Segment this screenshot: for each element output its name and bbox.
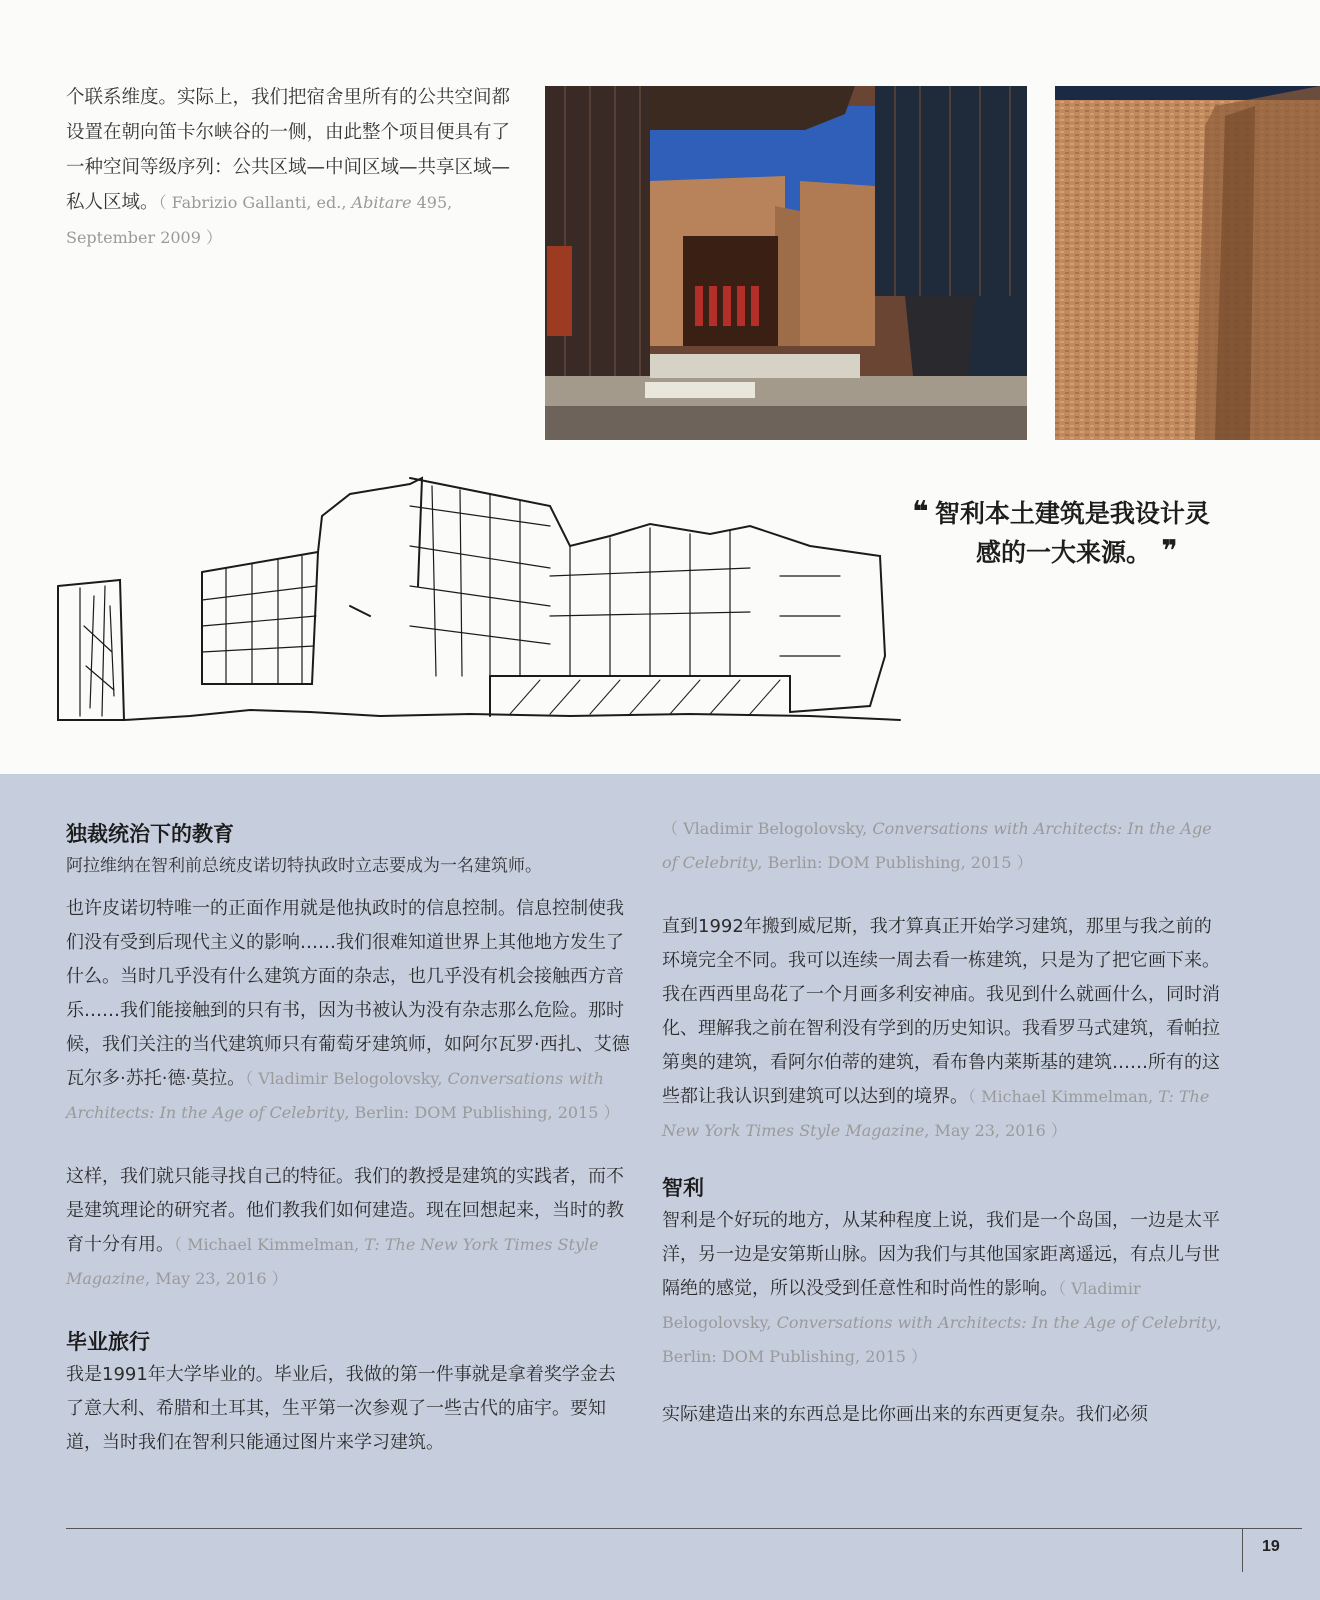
pull-quote-line-2: 感的一大来源。 [976,538,1152,567]
quote-paragraph: 智利是个好玩的地方，从某种程度上说，我们是一个岛国，一边是太平洋，另一边是安第斯山脉。因为我们与其他国家距离遥远，有点儿与世隔绝的感觉，所以没受到任意性和时尚性的影响。（ Vladimir Belogolovsky, Conversations with Architects: In the Age of Celebrity, Berlin: DOM Publishing, 2015 ） [662,1210,1222,1366]
quote-paragraph: 我是1991年大学毕业的。毕业后，我做的第一件事就是拿着奖学金去了意大利、希腊和土耳其，生平第一次参观了一些古代的庙宇。要知道，当时我们在智利只能通过图片来学习建筑。 [66,1364,616,1453]
citation: （ Vladimir Belogolovsky, Conversations with Architects: In the Age of Celebrity, Berlin: DOM Publishing, 2015 ） [662,819,1212,872]
section-heading: 毕业旅行 [66,1330,150,1354]
footer-rule [66,1528,1302,1529]
intro-text: 个联系维度。实际上，我们把宿舍里所有的公共空间都设置在朝向笛卡尔峡谷的一侧，由此整个项目便具有了一种空间等级序列：公共区域—中间区域—共享区域—私人区域。 [66,87,511,213]
section-heading: 智利 [662,1176,704,1200]
interview-panel [0,774,1320,1600]
pull-quote-line-1: 智利本土建筑是我设计灵 [934,499,1210,528]
pull-quote [912,494,1312,572]
citation: （ Vladimir Belogolovsky, Conversations with Architects: In the Age of Celebrity, Berlin: DOM Publishing, 2015 ） [66,1069,620,1122]
citation: （ Michael Kimmelman, T: The New York Times Style Magazine, May 23, 2016 ） [66,1235,599,1288]
quote-paragraph: 也许皮诺切特唯一的正面作用就是他执政时的信息控制。信息控制使我们没有受到后现代主义的影响……我们很难知道世界上其他地方发生了什么。当时几乎没有什么建筑方面的杂志，也几乎没有机会接触西方音乐……我们能接触到的只有书，因为书被认为没有杂志那么危险。那时候，我们关注的当代建筑师只有葡萄牙建筑师，如阿尔瓦罗·西扎、艾德瓦尔多·苏托·德·莫拉。（ Vladimir Belogolovsky, Conversations with Architects: In the Age of Celebrity, Berlin: DOM Publishing, 2015 ） [66,898,630,1122]
close-quote-mark: ❜❜ [1161,534,1174,569]
section-subtitle: 阿拉维纳在智利前总统皮诺切特执政时立志要成为一名建筑师。 [66,856,542,876]
quote-paragraph: 实际建造出来的东西总是比你画出来的东西更复杂。我们必须 [662,1404,1148,1425]
right-column [662,812,1227,1432]
intro-paragraph [66,80,526,255]
quote-paragraph: 这样，我们就只能寻找自己的特征。我们的教授是建筑的实践者，而不是建筑理论的研究者。他们教我们如何建造。现在回想起来，当时的教育十分有用。（ Michael Kimmelman, T: The New York Times Style Magazine, May 23, 2016 ） [66,1166,624,1288]
citation: （ Michael Kimmelman, T: The New York Times Style Magazine, May 23, 2016 ） [662,1087,1210,1140]
page-number: 19 [1262,1538,1280,1555]
brick-facade-photo [1055,86,1320,440]
building-courtyard-photo [545,86,1027,440]
quote-paragraph: 直到1992年搬到威尼斯，我才算真正开始学习建筑，那里与我之前的环境完全不同。我可以连续一周去看一栋建筑，只是为了把它画下来。我在西西里岛花了一个月画多利安神庙。我见到什么就画什么，同时消化、理解我之前在智利没有学到的历史知识。我看罗马式建筑，看帕拉第奥的建筑，看阿尔伯蒂的建筑，看布鲁内莱斯基的建筑……所有的这些都让我认识到建筑可以达到的境界。（ Michael Kimmelman, T: The New York Times Style Magazine, May 23, 2016 ） [662,916,1220,1140]
footer-divider [1242,1528,1243,1572]
left-column [66,818,631,1460]
open-quote-mark: ❛❛ [912,495,925,530]
intro-citation: （ Fabrizio Gallanti, ed., Abitare 495, September 2009 ） [66,193,453,247]
section-heading: 独裁统治下的教育 [66,822,234,846]
architectural-sketch [50,476,920,744]
citation: （ Vladimir Belogolovsky, Conversations with Architects: In the Age of Celebrity, Berlin: DOM Publishing, 2015 ） [662,1279,1222,1366]
